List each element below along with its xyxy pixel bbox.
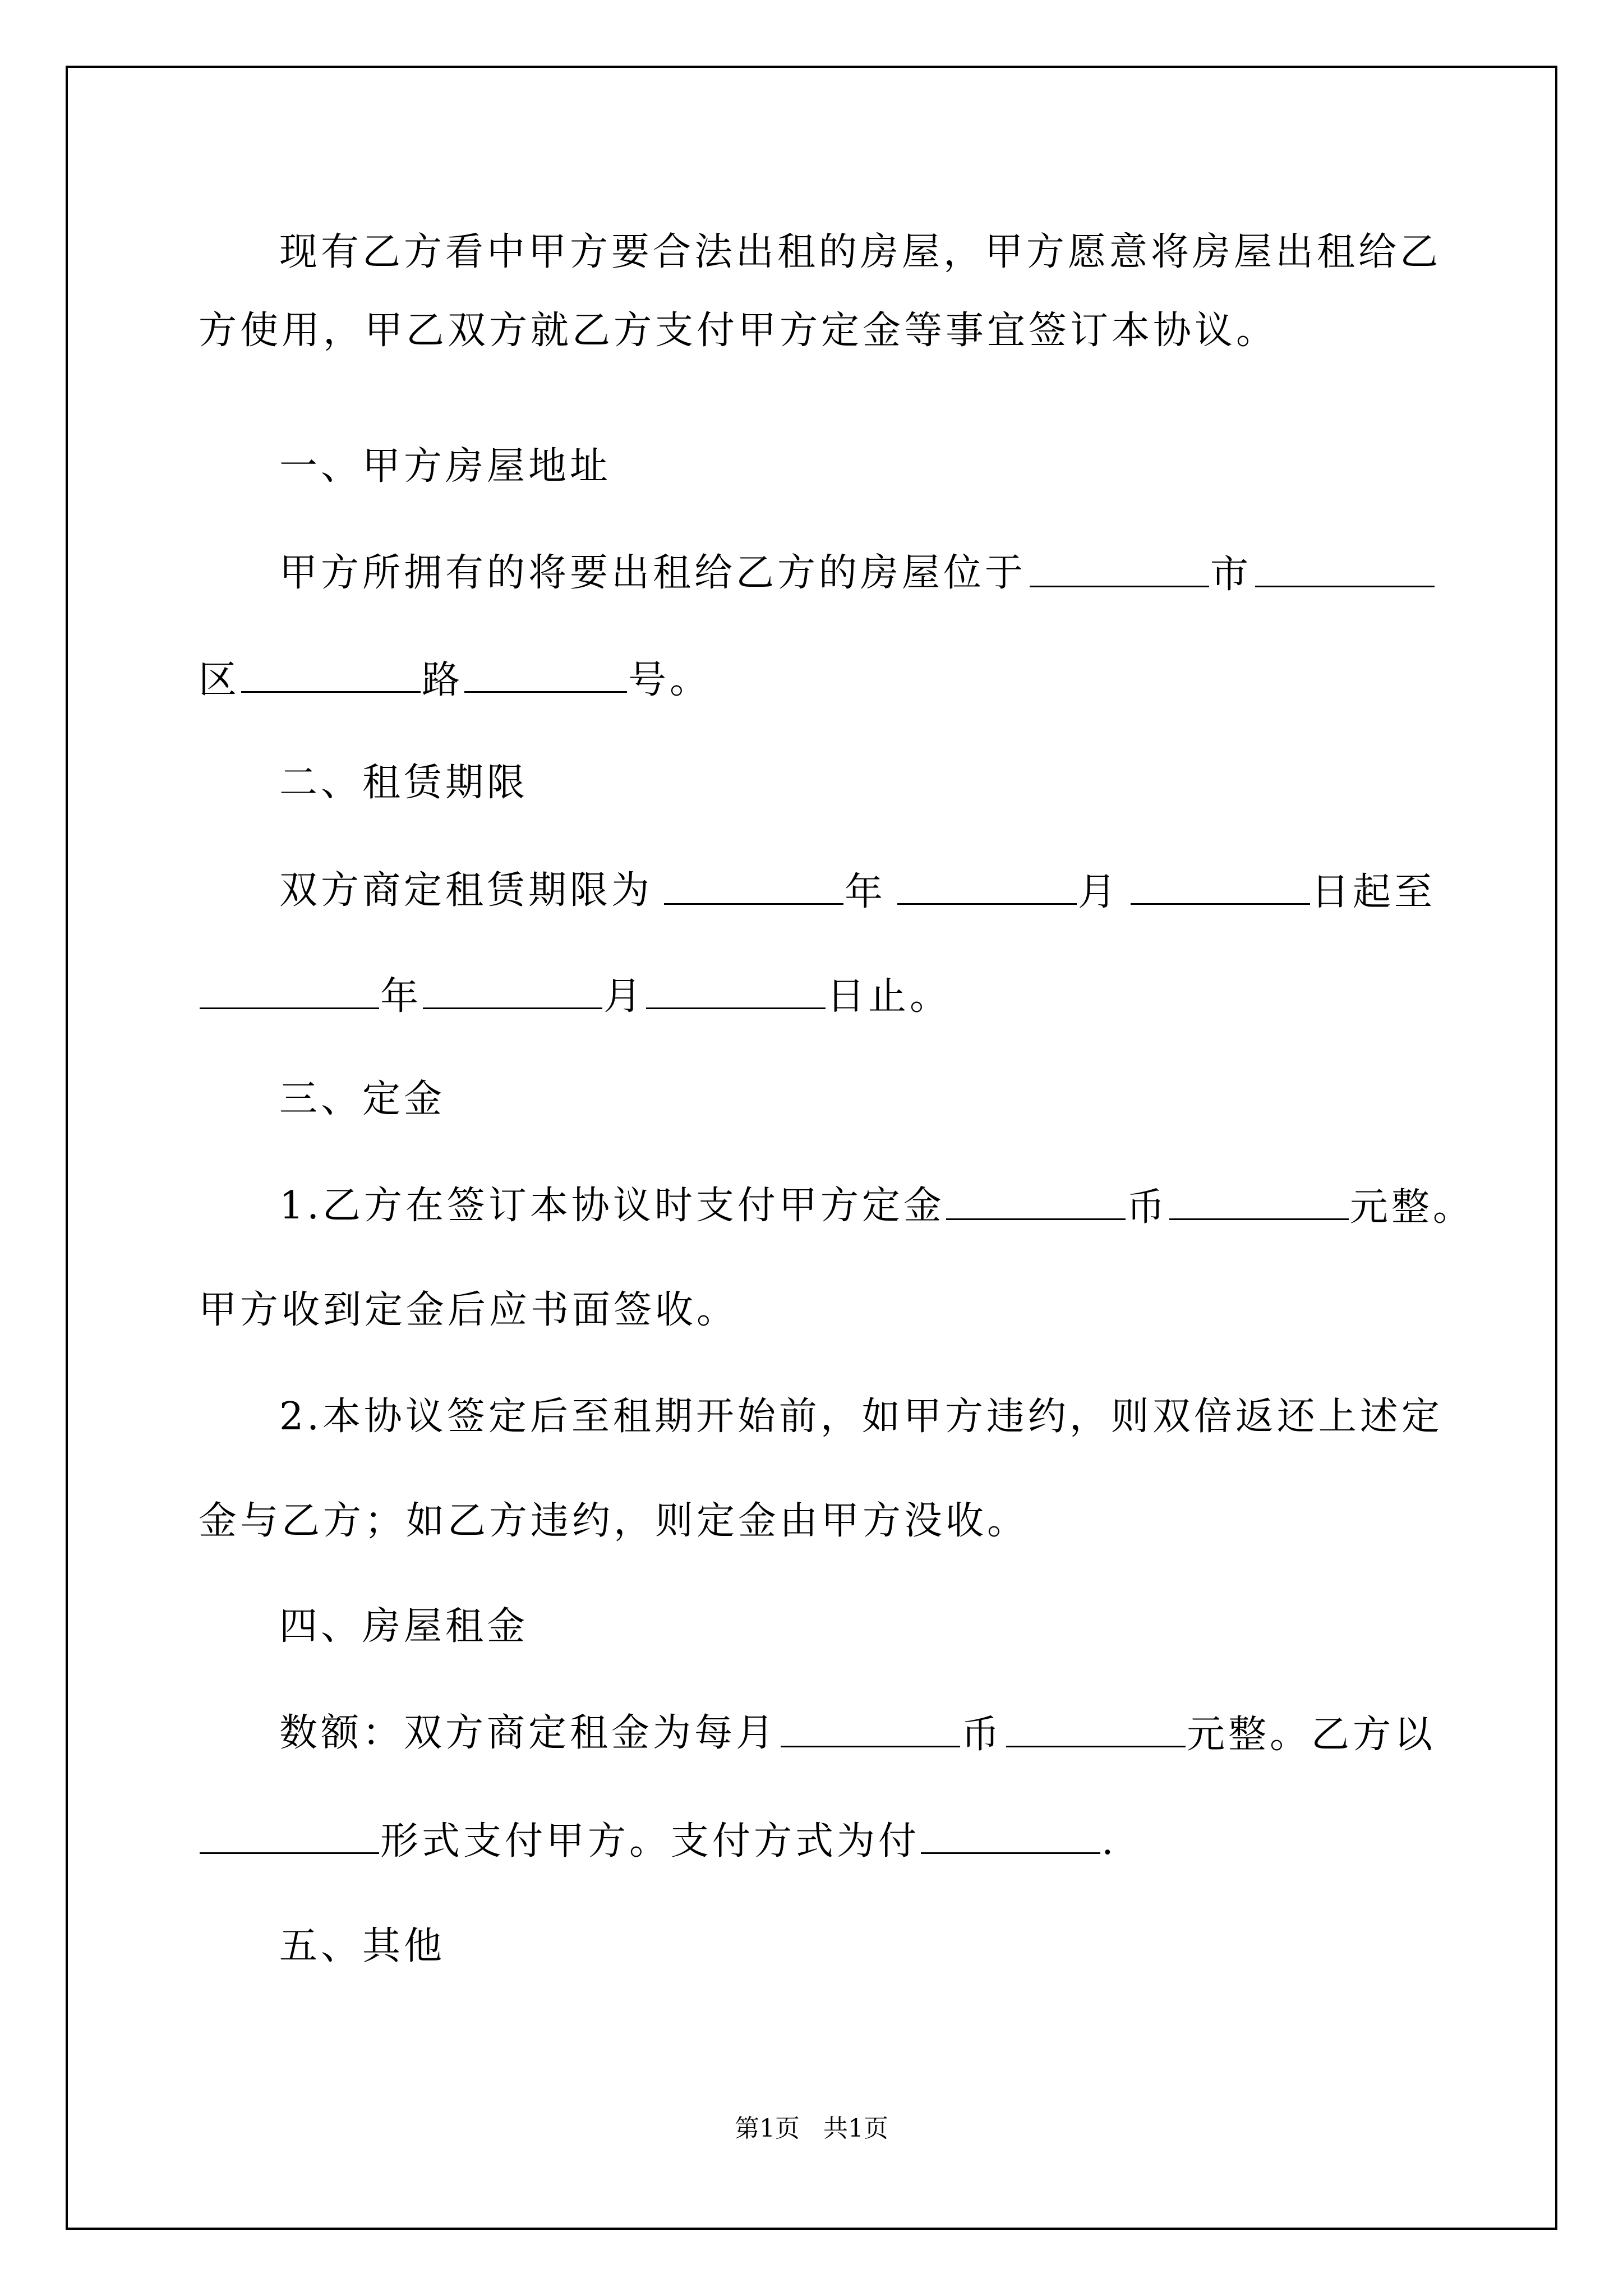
section3-item2-line-1 bbox=[279, 1395, 1443, 1439]
section4-rent-line-1 bbox=[279, 1711, 1436, 1757]
district-blank[interactable] bbox=[1255, 551, 1435, 587]
deposit-yuan-label: 元整。 bbox=[1349, 1185, 1474, 1230]
road-label: 路 bbox=[422, 658, 464, 702]
payment-method-label: 形式支付甲方。支付方式为付 bbox=[380, 1819, 920, 1864]
road-blank[interactable] bbox=[241, 656, 421, 693]
section3-item2-line-1-text: 2.本协议签定后至租期开始前，如甲方违约，则双倍返还上述定 bbox=[279, 1395, 1443, 1439]
deposit-label: 1.乙方在签订本协议时支付甲方定金 bbox=[279, 1184, 945, 1228]
end-month-blank[interactable] bbox=[423, 973, 602, 1009]
rent-amount-field[interactable] bbox=[1005, 1711, 1436, 1757]
section3-item2-line-2: 金与乙方；如乙方违约，则定金由甲方没收。 bbox=[199, 1499, 1029, 1543]
deposit-currency-blank[interactable] bbox=[946, 1184, 1126, 1220]
payment-period-mark: . bbox=[1101, 1819, 1117, 1864]
section2-heading: 二、租赁期限 bbox=[279, 761, 529, 805]
intro-line-2: 方使用，甲乙双方就乙方支付甲方定金等事宜签订本协议。 bbox=[199, 309, 1278, 353]
payment-method-blank[interactable] bbox=[921, 1818, 1100, 1854]
deposit-amount-blank[interactable] bbox=[1169, 1184, 1349, 1220]
rent-yuan-label: 元整。乙方以 bbox=[1186, 1713, 1436, 1757]
section4-heading: 四、房屋租金 bbox=[279, 1604, 529, 1649]
page-total: 共1页 bbox=[823, 2114, 888, 2143]
rent-label: 数额：双方商定租金为每月 bbox=[279, 1711, 778, 1755]
district-label: 区 bbox=[199, 658, 241, 702]
section1-address-line-1 bbox=[279, 551, 1436, 597]
section1-heading: 一、甲方房屋地址 bbox=[279, 444, 612, 489]
section5-heading: 五、其他 bbox=[279, 1924, 446, 1968]
section4-rent-line-2 bbox=[199, 1818, 1117, 1864]
start-year-blank[interactable] bbox=[664, 868, 843, 905]
city-field[interactable] bbox=[1029, 551, 1252, 597]
number-blank[interactable] bbox=[464, 656, 627, 693]
rent-amount-blank[interactable] bbox=[1006, 1711, 1186, 1747]
section3-item1-line-2: 甲方收到定金后应书面签收。 bbox=[199, 1288, 739, 1332]
start-year-label: 年 bbox=[844, 870, 886, 914]
start-month-field[interactable] bbox=[896, 868, 1119, 915]
deposit-currency-label: 币 bbox=[1126, 1185, 1168, 1230]
deposit-amount-field[interactable] bbox=[1168, 1184, 1474, 1230]
intro-line-1 bbox=[279, 230, 1442, 275]
section3-heading: 三、定金 bbox=[279, 1077, 446, 1121]
start-month-blank[interactable] bbox=[897, 868, 1077, 905]
page-number: 第1页 bbox=[735, 2114, 800, 2143]
intro-line-1-text: 现有乙方看中甲方要合法出租的房屋，甲方愿意将房屋出租给乙 bbox=[279, 230, 1442, 274]
page-frame bbox=[66, 66, 1557, 2230]
start-month-label: 月 bbox=[1077, 870, 1119, 914]
rent-currency-label: 币 bbox=[961, 1713, 1003, 1757]
rent-currency-blank[interactable] bbox=[781, 1711, 960, 1747]
end-day-label: 日止。 bbox=[827, 974, 952, 1019]
section1-address-label: 甲方所拥有的将要出租给乙方的房屋位于 bbox=[279, 551, 1027, 595]
end-day-blank[interactable] bbox=[646, 973, 826, 1009]
payment-form-blank[interactable] bbox=[200, 1818, 379, 1854]
start-day-label: 日起至 bbox=[1311, 870, 1436, 914]
term-label: 双方商定租赁期限为 bbox=[279, 868, 653, 913]
rent-currency-field[interactable] bbox=[780, 1711, 1003, 1757]
section3-item1-line-1 bbox=[279, 1184, 1474, 1230]
start-day-field[interactable] bbox=[1129, 868, 1436, 915]
start-day-blank[interactable] bbox=[1131, 868, 1310, 905]
section1-address-line-2 bbox=[199, 656, 711, 703]
number-label: 号。 bbox=[628, 658, 712, 702]
end-month-label: 月 bbox=[603, 974, 645, 1019]
city-label: 市 bbox=[1210, 553, 1252, 597]
start-year-field[interactable] bbox=[663, 868, 886, 915]
end-year-blank[interactable] bbox=[200, 973, 379, 1009]
deposit-currency-field[interactable] bbox=[945, 1184, 1168, 1230]
section2-term-line-2 bbox=[199, 973, 951, 1019]
end-year-label: 年 bbox=[380, 974, 422, 1019]
section2-term-line-1 bbox=[279, 868, 1436, 915]
page-footer bbox=[0, 2115, 1623, 2143]
city-blank[interactable] bbox=[1030, 551, 1209, 587]
